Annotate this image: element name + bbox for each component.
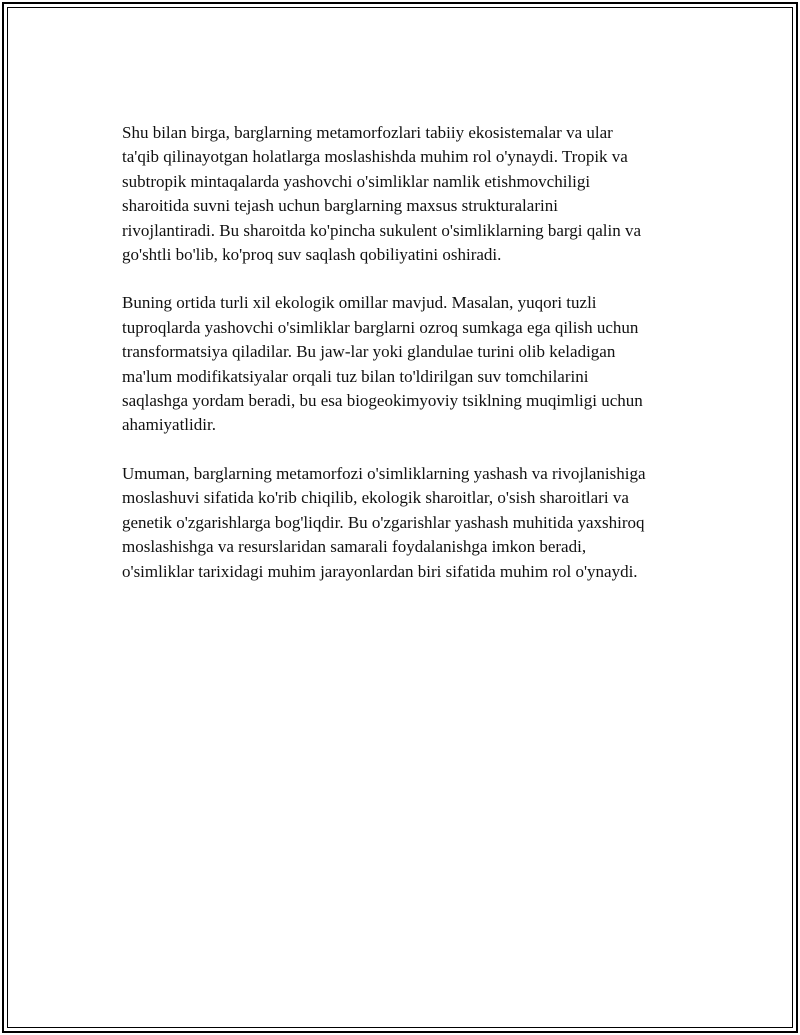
paragraph-1 [122,121,702,267]
paragraph-line: Umuman, barglarning metamorfozi o'simliklarning yashash va rivojlanishiga [122,463,646,483]
paragraph-line: Shu bilan birga, barglarning metamorfozlari tabiiy ekosistemalar va ular [122,123,613,142]
document-body [122,121,702,608]
paragraph-line: o'simliklar tarixidagi muhim jarayonlardan biri sifatida muhim rol o'ynaydi. [122,561,638,581]
paragraph-line: ta'qib qilinayotgan holatlarga moslashishda muhim rol o'ynaydi. Tropik va [122,147,628,167]
paragraph-line: sharoitida suvni tejash uchun barglarning maxsus strukturalarini [122,196,558,216]
paragraph-2 [122,291,702,437]
paragraph-line: transformatsiya qiladilar. Bu jaw-lar yoki glandulae turini olib keladigan [122,342,616,362]
paragraph-line: genetik o'zgarishlarga bog'liqdir. Bu o'zgarishlar yashash muhitida yaxshiroq [122,512,645,532]
paragraph-line: rivojlantiradi. Bu sharoitda ko'pincha sukulent o'simliklarning bargi qalin va [122,220,642,240]
paragraph-line: Buning ortida turli xil ekologik omillar mavjud. Masalan, yuqori tuzli [122,293,597,313]
paragraph-line: ahamiyatlidir. [122,415,216,435]
paragraph-3 [122,462,702,584]
paragraph-line: ma'lum modifikatsiyalar orqali tuz bilan to'ldirilgan suv tomchilarini [122,366,589,386]
paragraph-line: saqlashga yordam beradi, bu esa biogeokimyoviy tsiklning muqimligi uchun [122,391,643,411]
paragraph-line: tuproqlarda yashovchi o'simliklar barglarni ozroq sumkaga ega qilish uchun [122,317,639,337]
paragraph-line: go'shtli bo'lib, ko'proq suv saqlash qobiliyatini oshiradi. [122,245,502,265]
page-border [2,2,798,1033]
paragraph-line: moslashuvi sifatida ko'rib chiqilib, ekologik sharoitlar, o'sish sharoitlari va [122,488,629,508]
paragraph-line: subtropik mintaqalarda yashovchi o'simliklar namlik etishmovchiligi [122,171,591,191]
paragraph-line: moslashishga va resurslaridan samarali foydalanishga imkon beradi, [122,537,587,557]
